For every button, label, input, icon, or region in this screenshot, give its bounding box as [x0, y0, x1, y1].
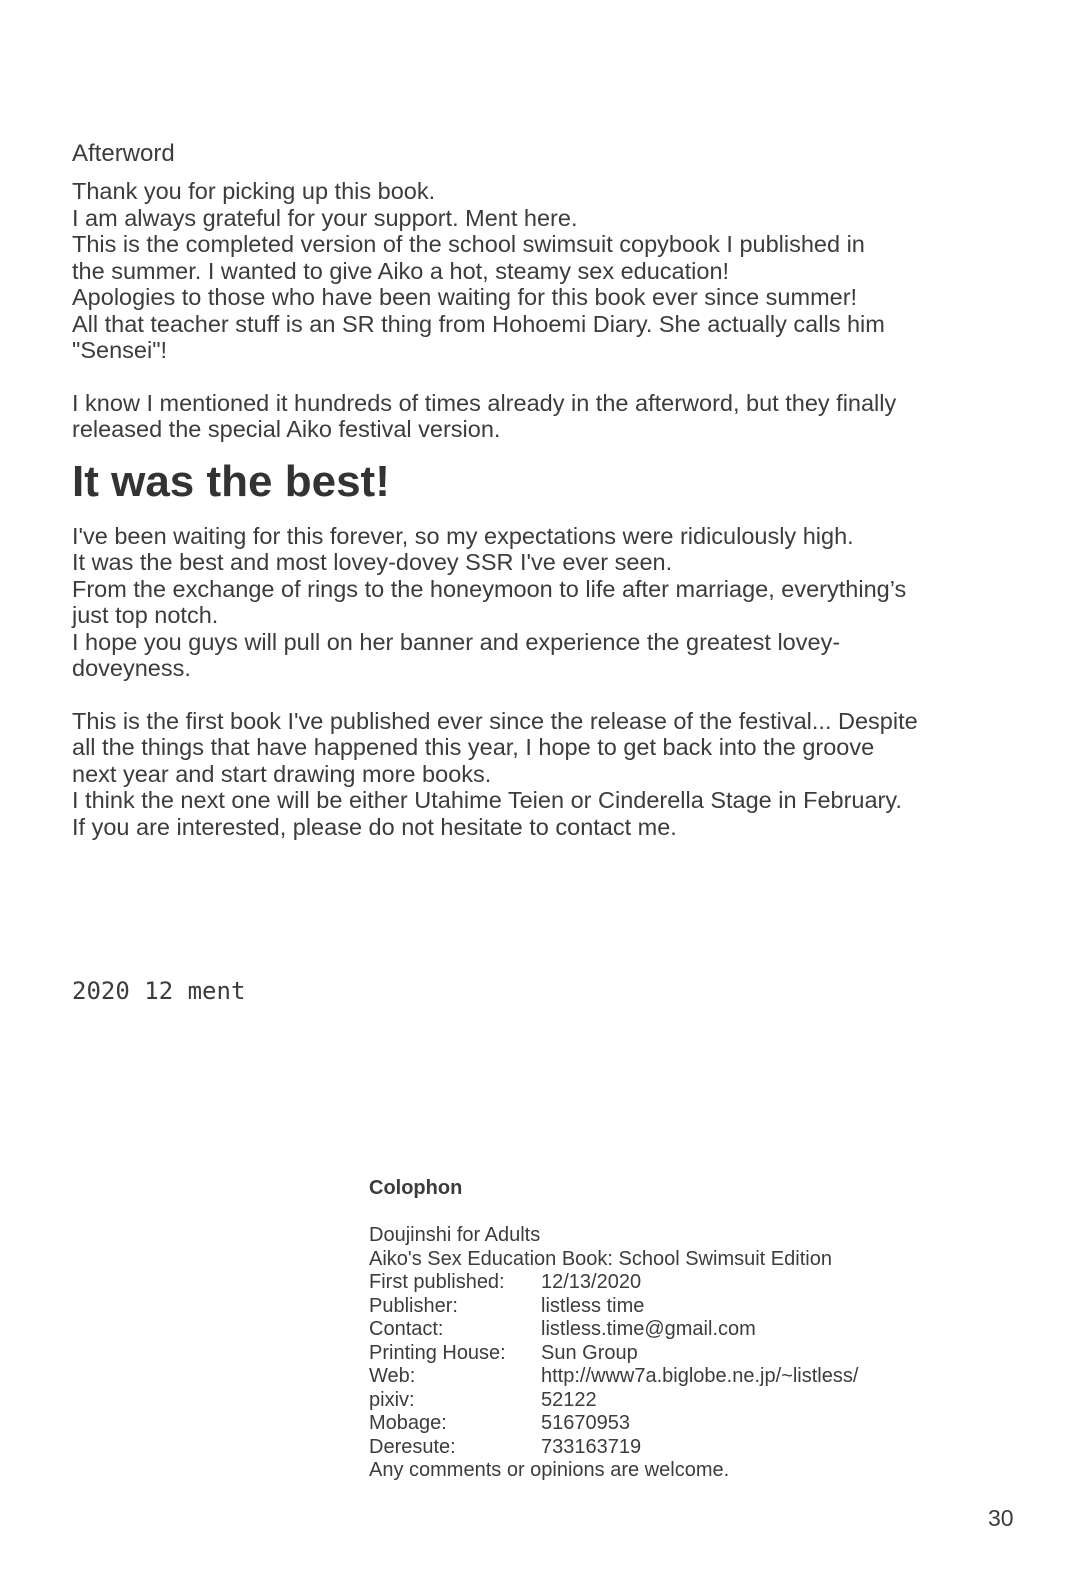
text-line: released the special Aiko festival version. — [72, 416, 501, 442]
colophon-row-pixiv — [369, 1389, 1009, 1413]
colophon-key: Web: — [369, 1365, 416, 1387]
text-line: All that teacher stuff is an SR thing from Hohoemi Diary. She actually calls him — [72, 310, 885, 337]
colophon-value: 733163719 — [541, 1435, 642, 1458]
text-line: all the things that have happened this year, I hope to get back into the groove — [72, 734, 875, 760]
text-line: the summer. I wanted to give Aiko a hot, steamy sex education! — [72, 257, 730, 284]
colophon-line: Doujinshi for Adults — [369, 1224, 541, 1246]
colophon-row-publisher — [369, 1295, 1009, 1319]
colophon-line: Aiko's Sex Education Book: School Swimsuit Edition — [369, 1247, 832, 1270]
page-number: 30 — [988, 1505, 1014, 1531]
colophon-row-first-published — [369, 1271, 1009, 1295]
colophon-key: First published: — [369, 1271, 505, 1293]
text-line: From the exchange of rings to the honeymoon to life after marriage, everything’s — [72, 575, 907, 602]
colophon-row-contact — [369, 1318, 1009, 1342]
colophon-value: 51670953 — [541, 1412, 630, 1434]
afterword-paragraph-4 — [72, 708, 1012, 841]
text-line: It was the best and most lovey-dovey SSR I've ever seen. — [72, 549, 673, 575]
text-line: Apologies to those who have been waiting for this book ever since summer! — [72, 284, 858, 310]
colophon-row-printing-house — [369, 1342, 1009, 1366]
colophon-title: Colophon — [369, 1177, 463, 1199]
colophon-key: Publisher: — [369, 1294, 458, 1317]
text-line: next year and start drawing more books. — [72, 760, 492, 787]
text-line: I know I mentioned it hundreds of times already in the afterword, but they finally — [72, 389, 897, 416]
afterword-section — [72, 138, 1012, 840]
colophon-value: listless.time@gmail.com — [541, 1318, 756, 1340]
colophon-key: Deresute: — [369, 1435, 456, 1458]
colophon-row-mobage — [369, 1412, 1009, 1436]
text-line: If you are interested, please do not hesitate to contact me. — [72, 813, 677, 840]
colophon-key: Contact: — [369, 1318, 444, 1340]
colophon-value: 52122 — [541, 1388, 597, 1411]
text-line: just top notch. — [72, 602, 219, 628]
afterword-heading: Afterword — [72, 140, 175, 167]
emphasis-heading: It was the best! — [72, 456, 390, 506]
colophon-key: pixiv: — [369, 1388, 415, 1411]
colophon-value: 12/13/2020 — [541, 1271, 642, 1293]
colophon-value: http://www7a.biglobe.ne.jp/~listless/ — [541, 1365, 859, 1387]
signature: 2020 12 ment — [72, 977, 246, 1005]
afterword-paragraph-2 — [72, 390, 1012, 443]
colophon-value: Sun Group — [541, 1341, 638, 1364]
text-line: "Sensei"! — [72, 337, 168, 363]
text-line: doveyness. — [72, 655, 191, 681]
colophon-footer: Any comments or opinions are welcome. — [369, 1459, 730, 1481]
text-line: Thank you for picking up this book. — [72, 178, 436, 204]
text-line: This is the first book I've published ever since the release of the festival... Despite — [72, 707, 918, 734]
paragraph-gap — [72, 364, 1012, 390]
text-line: I've been waiting for this forever, so my expectations were ridiculously high. — [72, 522, 854, 549]
colophon-row-web — [369, 1365, 1009, 1389]
colophon-row-deresute — [369, 1436, 1009, 1460]
text-line: I think the next one will be either Utahime Teien or Cinderella Stage in February. — [72, 787, 902, 813]
colophon-key: Mobage: — [369, 1412, 447, 1434]
afterword-paragraph-3 — [72, 523, 1012, 682]
text-line: I hope you guys will pull on her banner and experience the greatest lovey- — [72, 628, 841, 655]
paragraph-gap — [72, 682, 1012, 708]
colophon-section — [369, 1176, 1009, 1483]
colophon-value: listless time — [541, 1294, 645, 1317]
text-line: This is the completed version of the school swimsuit copybook I published in — [72, 231, 865, 257]
afterword-paragraph-1 — [72, 178, 1012, 364]
colophon-key: Printing House: — [369, 1341, 506, 1364]
text-line: I am always grateful for your support. Ment here. — [72, 204, 578, 231]
